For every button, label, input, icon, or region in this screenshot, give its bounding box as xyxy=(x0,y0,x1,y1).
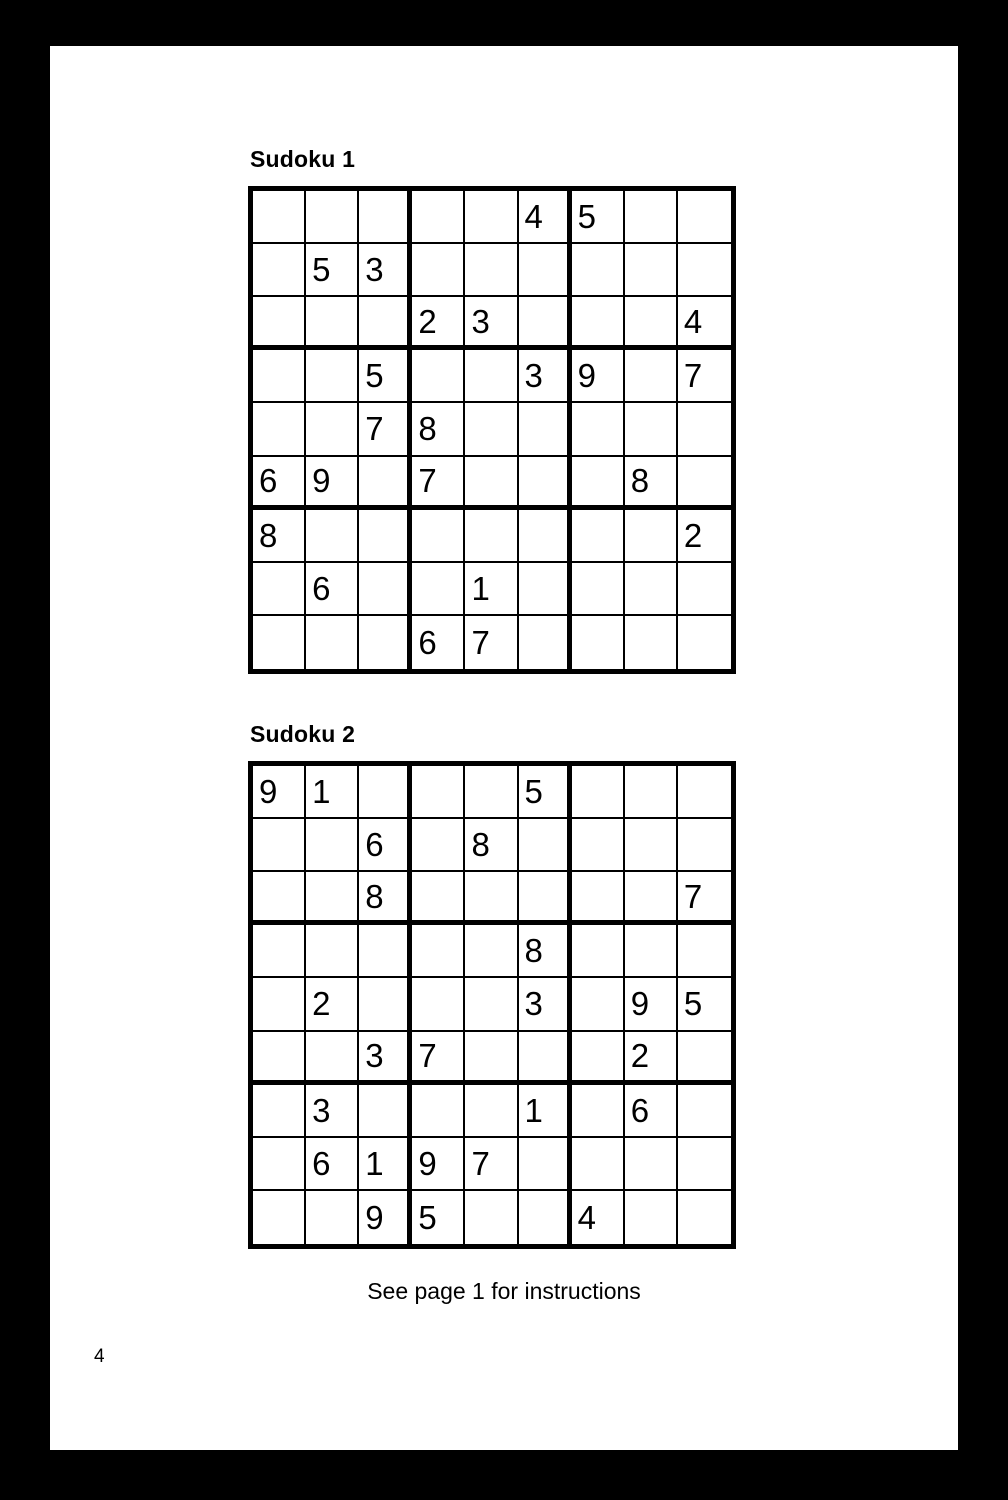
sudoku-cell[interactable] xyxy=(412,1085,465,1138)
sudoku-cell[interactable] xyxy=(412,766,465,819)
sudoku-cell[interactable]: 9 xyxy=(253,766,306,819)
sudoku-cell[interactable]: 3 xyxy=(465,297,518,350)
sudoku-cell[interactable]: 5 xyxy=(519,766,572,819)
sudoku-cell[interactable] xyxy=(359,1085,412,1138)
sudoku-cell[interactable]: 5 xyxy=(359,350,412,403)
sudoku-cell[interactable] xyxy=(359,457,412,510)
sudoku-cell[interactable] xyxy=(519,616,572,669)
sudoku-cell[interactable] xyxy=(306,191,359,244)
sudoku-cell[interactable]: 8 xyxy=(465,819,518,872)
sudoku-cell[interactable] xyxy=(572,766,625,819)
sudoku-cell[interactable] xyxy=(359,978,412,1031)
sudoku-cell[interactable] xyxy=(625,819,678,872)
sudoku-cell[interactable] xyxy=(359,510,412,563)
sudoku-cell[interactable]: 1 xyxy=(359,1138,412,1191)
sudoku-cell[interactable] xyxy=(519,1138,572,1191)
sudoku-cell[interactable] xyxy=(572,978,625,1031)
sudoku-cell[interactable] xyxy=(412,925,465,978)
sudoku-cell[interactable] xyxy=(625,925,678,978)
sudoku-cell[interactable] xyxy=(306,925,359,978)
sudoku-cell[interactable] xyxy=(678,616,731,669)
sudoku-cell[interactable] xyxy=(678,403,731,456)
sudoku-cell[interactable] xyxy=(306,297,359,350)
sudoku-cell[interactable] xyxy=(465,510,518,563)
sudoku-cell[interactable] xyxy=(678,563,731,616)
sudoku-cell[interactable] xyxy=(572,872,625,925)
sudoku-cell[interactable] xyxy=(572,510,625,563)
sudoku-cell[interactable] xyxy=(678,766,731,819)
sudoku-cell[interactable] xyxy=(359,563,412,616)
sudoku-cell[interactable] xyxy=(678,925,731,978)
sudoku-cell[interactable]: 2 xyxy=(412,297,465,350)
sudoku-cell[interactable]: 6 xyxy=(359,819,412,872)
sudoku-cell[interactable] xyxy=(465,766,518,819)
sudoku-cell[interactable]: 9 xyxy=(572,350,625,403)
sudoku-cell[interactable] xyxy=(519,244,572,297)
puzzle-title: Sudoku 2 xyxy=(250,721,356,747)
sudoku-cell[interactable]: 7 xyxy=(678,872,731,925)
sudoku-cell[interactable] xyxy=(572,563,625,616)
sudoku-cell[interactable]: 8 xyxy=(519,925,572,978)
sudoku-cell[interactable] xyxy=(412,872,465,925)
sudoku-cell[interactable]: 7 xyxy=(359,403,412,456)
sudoku-cell[interactable] xyxy=(465,872,518,925)
sudoku-cell[interactable] xyxy=(253,350,306,403)
sudoku-grid-1[interactable] xyxy=(248,186,736,674)
sudoku-cell[interactable]: 6 xyxy=(625,1085,678,1138)
sudoku-cell[interactable]: 9 xyxy=(306,457,359,510)
sudoku-cell[interactable] xyxy=(465,244,518,297)
sudoku-cell[interactable] xyxy=(625,872,678,925)
sudoku-cell[interactable] xyxy=(519,819,572,872)
instructions-note: See page 1 for instructions xyxy=(367,1278,641,1304)
sudoku-cell[interactable] xyxy=(253,297,306,350)
sudoku-cell[interactable] xyxy=(465,350,518,403)
sudoku-cell[interactable]: 4 xyxy=(519,191,572,244)
sudoku-cell[interactable] xyxy=(519,872,572,925)
sudoku-cell[interactable] xyxy=(519,563,572,616)
sudoku-cell[interactable] xyxy=(625,1191,678,1244)
sudoku-cell[interactable]: 8 xyxy=(412,403,465,456)
sudoku-cell[interactable] xyxy=(625,350,678,403)
sudoku-cell[interactable] xyxy=(412,191,465,244)
sudoku-cell[interactable] xyxy=(678,1085,731,1138)
sudoku-cell[interactable] xyxy=(412,510,465,563)
sudoku-cell[interactable] xyxy=(678,819,731,872)
sudoku-cell[interactable] xyxy=(253,1191,306,1244)
sudoku-cell[interactable] xyxy=(253,925,306,978)
sudoku-cell[interactable] xyxy=(306,872,359,925)
sudoku-cell[interactable] xyxy=(625,244,678,297)
sudoku-cell[interactable] xyxy=(253,1085,306,1138)
sudoku-cell[interactable] xyxy=(306,616,359,669)
sudoku-cell[interactable] xyxy=(253,244,306,297)
page-number: 4 xyxy=(94,1346,105,1367)
sudoku-cell[interactable] xyxy=(465,457,518,510)
sudoku-cell[interactable] xyxy=(253,1032,306,1085)
sudoku-cell[interactable] xyxy=(519,510,572,563)
sudoku-cell[interactable] xyxy=(306,1032,359,1085)
sudoku-cell[interactable]: 9 xyxy=(359,1191,412,1244)
sudoku-cell[interactable] xyxy=(678,191,731,244)
sudoku-cell[interactable] xyxy=(412,819,465,872)
sudoku-cell[interactable]: 9 xyxy=(412,1138,465,1191)
sudoku-cell[interactable] xyxy=(625,563,678,616)
sudoku-cell[interactable]: 8 xyxy=(625,457,678,510)
sudoku-cell[interactable] xyxy=(572,403,625,456)
sudoku-cell[interactable] xyxy=(465,925,518,978)
sudoku-cell[interactable]: 8 xyxy=(359,872,412,925)
sudoku-cell[interactable] xyxy=(519,1032,572,1085)
sudoku-cell[interactable] xyxy=(519,403,572,456)
sudoku-cell[interactable] xyxy=(678,244,731,297)
sudoku-cell[interactable]: 4 xyxy=(678,297,731,350)
sudoku-cell[interactable] xyxy=(412,563,465,616)
sudoku-cell[interactable]: 5 xyxy=(678,978,731,1031)
sudoku-cell[interactable] xyxy=(306,510,359,563)
sudoku-cell[interactable] xyxy=(253,563,306,616)
sudoku-cell[interactable]: 3 xyxy=(359,1032,412,1085)
sudoku-cell[interactable]: 7 xyxy=(465,1138,518,1191)
sudoku-cell[interactable] xyxy=(253,978,306,1031)
sudoku-cell[interactable] xyxy=(678,1191,731,1244)
sudoku-cell[interactable] xyxy=(625,510,678,563)
sudoku-cell[interactable] xyxy=(465,1085,518,1138)
sudoku-cell[interactable]: 3 xyxy=(519,978,572,1031)
sudoku-cell[interactable] xyxy=(359,191,412,244)
sudoku-cell[interactable]: 5 xyxy=(306,244,359,297)
sudoku-cell[interactable]: 3 xyxy=(519,350,572,403)
sudoku-cell[interactable] xyxy=(625,403,678,456)
sudoku-cell[interactable]: 3 xyxy=(359,244,412,297)
sudoku-cell[interactable]: 7 xyxy=(412,457,465,510)
sudoku-cell[interactable] xyxy=(465,1191,518,1244)
sudoku-cell[interactable] xyxy=(572,244,625,297)
sudoku-cell[interactable]: 8 xyxy=(253,510,306,563)
sudoku-cell[interactable] xyxy=(572,1085,625,1138)
sudoku-cell[interactable]: 1 xyxy=(519,1085,572,1138)
sudoku-cell[interactable] xyxy=(625,191,678,244)
sudoku-cell[interactable] xyxy=(359,766,412,819)
sudoku-cell[interactable] xyxy=(678,1138,731,1191)
sudoku-cell[interactable] xyxy=(359,297,412,350)
sudoku-cell[interactable] xyxy=(412,244,465,297)
sudoku-cell[interactable]: 6 xyxy=(412,616,465,669)
sudoku-cell[interactable]: 6 xyxy=(306,1138,359,1191)
sudoku-cell[interactable]: 5 xyxy=(412,1191,465,1244)
sudoku-cell[interactable] xyxy=(465,978,518,1031)
puzzle-title: Sudoku 1 xyxy=(250,146,356,172)
sudoku-cell[interactable]: 1 xyxy=(465,563,518,616)
sudoku-cell[interactable] xyxy=(253,616,306,669)
sudoku-cell[interactable]: 2 xyxy=(625,1032,678,1085)
sudoku-cell[interactable] xyxy=(253,1138,306,1191)
sudoku-cell[interactable]: 7 xyxy=(678,350,731,403)
sudoku-cell[interactable]: 2 xyxy=(678,510,731,563)
sudoku-puzzle-1 xyxy=(248,146,736,674)
page-sheet xyxy=(50,46,958,1450)
sudoku-cell[interactable] xyxy=(519,1191,572,1244)
sudoku-cell[interactable]: 6 xyxy=(306,563,359,616)
sudoku-cell[interactable] xyxy=(412,350,465,403)
sudoku-cell[interactable] xyxy=(253,819,306,872)
sudoku-cell[interactable] xyxy=(306,1191,359,1244)
sudoku-cell[interactable]: 5 xyxy=(572,191,625,244)
sudoku-cell[interactable] xyxy=(572,925,625,978)
sudoku-cell[interactable] xyxy=(572,819,625,872)
sudoku-cell[interactable] xyxy=(678,457,731,510)
sudoku-cell[interactable]: 4 xyxy=(572,1191,625,1244)
sudoku-cell[interactable]: 9 xyxy=(625,978,678,1031)
sudoku-cell[interactable]: 1 xyxy=(306,766,359,819)
sudoku-grid-2[interactable] xyxy=(248,761,736,1249)
sudoku-cell[interactable] xyxy=(625,297,678,350)
sudoku-cell[interactable] xyxy=(625,1138,678,1191)
sudoku-puzzle-2 xyxy=(248,721,736,1249)
sudoku-cell[interactable] xyxy=(519,297,572,350)
sudoku-cell[interactable] xyxy=(465,1032,518,1085)
sudoku-cell[interactable] xyxy=(253,872,306,925)
sudoku-cell[interactable] xyxy=(625,766,678,819)
sudoku-cell[interactable]: 7 xyxy=(412,1032,465,1085)
sudoku-cell[interactable] xyxy=(359,925,412,978)
sudoku-cell[interactable] xyxy=(572,616,625,669)
sudoku-cell[interactable] xyxy=(412,978,465,1031)
sudoku-cell[interactable] xyxy=(572,1138,625,1191)
sudoku-cell[interactable] xyxy=(572,457,625,510)
sudoku-cell[interactable] xyxy=(306,350,359,403)
sudoku-cell[interactable]: 2 xyxy=(306,978,359,1031)
sudoku-cell[interactable]: 6 xyxy=(253,457,306,510)
sudoku-cell[interactable] xyxy=(306,403,359,456)
sudoku-cell[interactable] xyxy=(306,819,359,872)
sudoku-cell[interactable] xyxy=(572,297,625,350)
sudoku-cell[interactable] xyxy=(465,191,518,244)
sudoku-cell[interactable]: 7 xyxy=(465,616,518,669)
sudoku-cell[interactable] xyxy=(519,457,572,510)
sudoku-cell[interactable] xyxy=(253,403,306,456)
sudoku-cell[interactable]: 3 xyxy=(306,1085,359,1138)
sudoku-cell[interactable] xyxy=(359,616,412,669)
sudoku-cell[interactable] xyxy=(572,1032,625,1085)
sudoku-cell[interactable] xyxy=(465,403,518,456)
sudoku-cell[interactable] xyxy=(625,616,678,669)
sudoku-cell[interactable] xyxy=(678,1032,731,1085)
sudoku-cell[interactable] xyxy=(253,191,306,244)
